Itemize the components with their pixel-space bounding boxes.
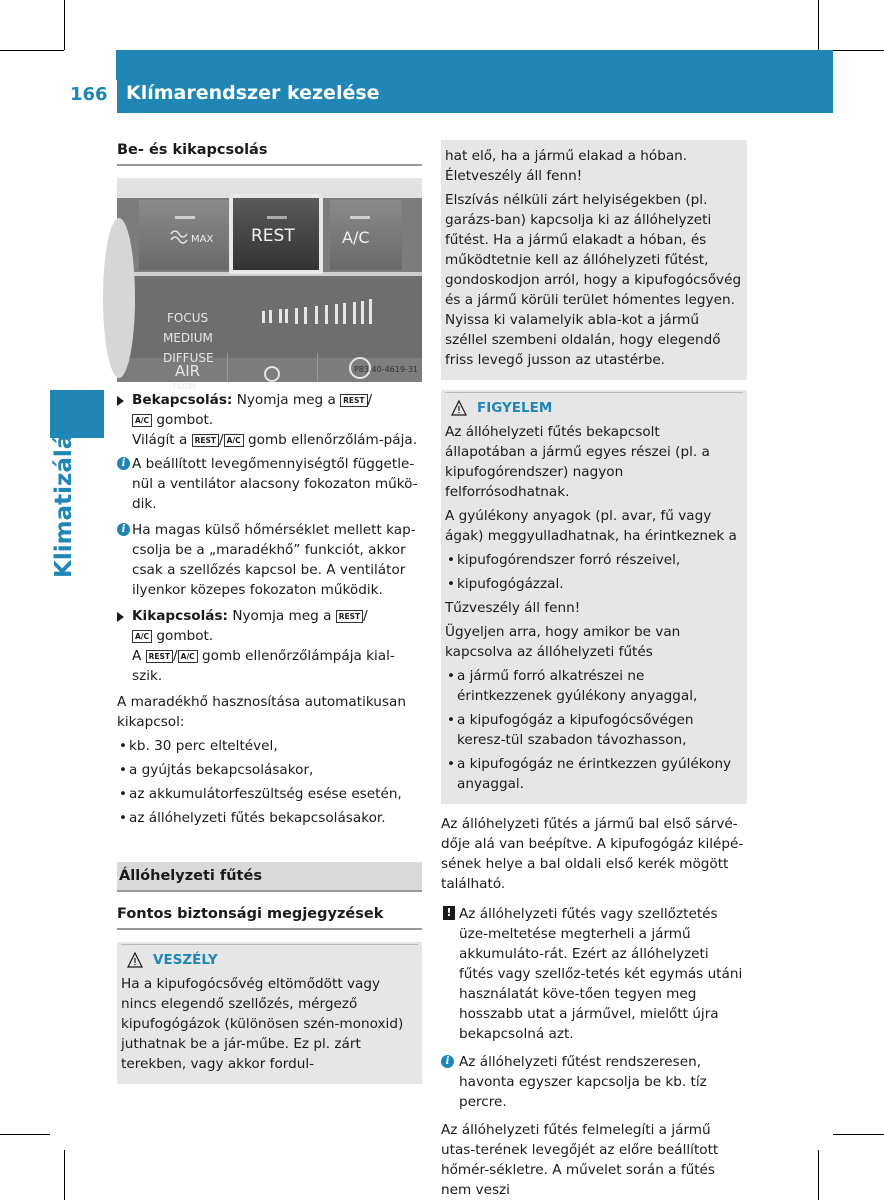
arrow-right-icon bbox=[117, 396, 124, 406]
step-text: / bbox=[219, 432, 224, 448]
info-note bbox=[117, 454, 422, 514]
list-item: • a gyújtás bekapcsolásakor, bbox=[117, 760, 422, 780]
max-button-label: MAX bbox=[191, 234, 214, 245]
air-flow-label-2: FLOW bbox=[173, 382, 196, 391]
danger-text: Ha a kipufogócsővég eltömődött vagy nincs elegendő szellőzés, mérgező kipufogógázok (különösen szén-monoxid) juthatnak be a jár-műbe. Ez pl. zárt terekben, vagy akkor fordul- bbox=[121, 976, 404, 1072]
caution-text: A gyúlékony anyagok (pl. avar, fű vagy ágak) meggyulladhatnak, ha érintkeznek a bbox=[445, 508, 737, 544]
danger-title: VESZÉLY bbox=[153, 952, 218, 968]
list-item: • a jármű forró alkatrészei ne érintkezzenek gyúlékony anyaggal, bbox=[445, 666, 743, 706]
crop-mark bbox=[0, 50, 64, 51]
step-text: / bbox=[363, 608, 368, 624]
ac-key-icon: A/C bbox=[132, 630, 152, 643]
climate-panel-photo bbox=[117, 178, 422, 391]
subsection-title: Fontos biztonsági megjegyzések bbox=[117, 904, 422, 930]
caution-text: Az állóhelyzeti fűtés bekapcsolt állapotában a jármű egyes részei (pl. a kipufogórendszer) nagyon felforrósodhatnak. bbox=[445, 424, 710, 500]
note-box bbox=[441, 904, 747, 1044]
header-separator bbox=[116, 80, 117, 113]
step-text: gombot. bbox=[152, 628, 214, 644]
paragraph: Az állóhelyzeti fűtés felmelegíti a jármű utas-terének levegőjét az előre beállított hőmér-sékletre. A művelet során a fűtés nem veszi bbox=[441, 1122, 719, 1198]
step-text: gombot. bbox=[152, 412, 214, 428]
step-label: Kikapcsolás: bbox=[132, 608, 228, 624]
step-text: / bbox=[173, 648, 178, 664]
crop-mark bbox=[833, 50, 884, 51]
list-item: • az állóhelyzeti fűtés bekapcsolásakor. bbox=[117, 808, 422, 828]
crop-mark bbox=[64, 0, 65, 50]
exclamation-icon: ! bbox=[443, 906, 455, 920]
info-icon: i bbox=[441, 1055, 454, 1068]
section-title: Be- és kikapcsolás bbox=[117, 140, 422, 166]
list-item: • a kipufogógáz a kipufogócsővégen keresz-tül szabadon távozhasson, bbox=[445, 710, 743, 750]
caution-header bbox=[445, 392, 743, 422]
info-icon: i bbox=[117, 523, 130, 536]
step-text: / bbox=[367, 392, 373, 408]
step-switch-off bbox=[117, 606, 422, 686]
caution-title: FIGYELEM bbox=[477, 400, 553, 416]
list-item: • a kipufogógáz ne érintkezzen gyúlékony anyaggal. bbox=[445, 754, 743, 794]
list-item: • az akkumulátorfeszültség esése esetén, bbox=[117, 784, 422, 804]
paragraph: Az állóhelyzeti fűtés a jármű bal első sárvé-dője alá van beépítve. A kipufogógáz kilépé-sének helye a bal oldali első kerék mögött található. bbox=[441, 816, 744, 892]
info-text: A beállított levegőmennyiségtől függetle-nül a ventilátor alacsony fokozaton műkö-dik. bbox=[132, 456, 418, 512]
crop-mark bbox=[0, 1134, 50, 1135]
step-text: Nyomja meg a bbox=[228, 608, 336, 624]
ac-button-label: A/C bbox=[342, 228, 370, 247]
crop-mark bbox=[64, 1150, 65, 1200]
step-text: Nyomja meg a bbox=[232, 392, 341, 408]
page-number: 166 bbox=[70, 84, 108, 105]
ac-key-icon: A/C bbox=[178, 650, 198, 663]
danger-header bbox=[121, 944, 418, 974]
step-text: Világít a bbox=[132, 432, 192, 448]
note-text: Az állóhelyzeti fűtés vagy szellőztetés üze-meltetése megterheli a jármű akkumuláto-rát. Ezért az állóhelyzeti fűtés vagy szellőz-tetés két egymás utáni használatát köve-tően tegyen meg hosszabb utat a járművel, mielőtt újra bekapcsolná azt. bbox=[459, 906, 743, 1042]
ac-key-icon: A/C bbox=[132, 414, 152, 427]
list-item: • kipufogógázzal. bbox=[445, 574, 743, 594]
warning-triangle-icon bbox=[451, 400, 467, 416]
page-title: Klímarendszer kezelése bbox=[126, 82, 380, 104]
rest-key-icon: REST bbox=[192, 434, 219, 447]
focus-label: FOCUS bbox=[167, 311, 209, 325]
danger-box bbox=[117, 942, 422, 1084]
list-item: • kb. 30 perc elteltével, bbox=[117, 736, 422, 756]
side-tab-label: Klimatizálás bbox=[51, 420, 77, 578]
crop-mark bbox=[833, 1134, 884, 1135]
info-note bbox=[117, 520, 422, 600]
list-item: • kipufogórendszer forró részeivel, bbox=[445, 550, 743, 570]
left-column bbox=[117, 140, 422, 1094]
danger-box-continued bbox=[441, 140, 747, 380]
info-icon: i bbox=[117, 457, 130, 470]
right-column bbox=[441, 140, 747, 1204]
arrow-right-icon bbox=[117, 612, 124, 622]
step-text: gomb ellenőrzőlámpája kial-szik. bbox=[132, 648, 395, 684]
danger-text: hat elő, ha a jármű elakad a hóban. Életveszély áll fenn! bbox=[445, 148, 688, 184]
caution-text: Tűzveszély áll fenn! bbox=[445, 600, 581, 616]
step-switch-on bbox=[117, 390, 422, 450]
danger-text: Elszívás nélküli zárt helyiségekben (pl. garázs-ban) kapcsolja ki az állóhelyzeti fűtést. Ha a jármű elakadt a hóban, és működtetnie kell az állóhelyzeti fűtést, gondoskodjon arról, hogy a kipufogócsővég és a jármű körüli terület hómentes legyen. Nyissa ki valamelyik abla-kot a jármű széllel szembeni oldalán, hogy elegendő friss levegő jusson az utastérbe. bbox=[445, 192, 742, 368]
info-note bbox=[441, 1052, 747, 1112]
crop-mark bbox=[818, 1150, 819, 1200]
diffuse-label: DIFFUSE bbox=[163, 351, 214, 365]
rest-key-icon: REST bbox=[336, 610, 363, 623]
figure-id: P83.40-4619-31 bbox=[353, 365, 418, 374]
crop-mark bbox=[818, 0, 819, 50]
rest-key-icon: REST bbox=[340, 394, 367, 407]
info-text: Ha magas külső hőmérséklet mellett kap-csolja be a „maradékhő” funkciót, akkor csak a szellőzés kapcsol be. A ventilátor ilyenkor közepes fokozaton működik. bbox=[132, 522, 416, 598]
medium-label: MEDIUM bbox=[163, 331, 213, 345]
caution-box bbox=[441, 390, 747, 804]
step-text: A bbox=[132, 648, 146, 664]
warning-triangle-icon bbox=[127, 952, 143, 968]
caution-text: Ügyeljen arra, hogy amikor be van kapcsolva az állóhelyzeti fűtés bbox=[445, 624, 681, 660]
paragraph: A maradékhő hasznosítása automatikusan kikapcsol: bbox=[117, 694, 406, 730]
rest-button-label: REST bbox=[251, 226, 295, 246]
ac-key-icon: A/C bbox=[224, 434, 244, 447]
step-text: gomb ellenőrzőlám-pája. bbox=[243, 432, 418, 448]
rest-key-icon: REST bbox=[146, 650, 173, 663]
air-flow-label: AIR bbox=[175, 362, 201, 380]
section-title: Állóhelyzeti fűtés bbox=[117, 862, 422, 892]
info-text: Az állóhelyzeti fűtést rendszeresen, havonta egyszer kapcsolja be kb. tíz percre. bbox=[459, 1054, 707, 1110]
step-label: Bekapcsolás: bbox=[132, 392, 233, 408]
